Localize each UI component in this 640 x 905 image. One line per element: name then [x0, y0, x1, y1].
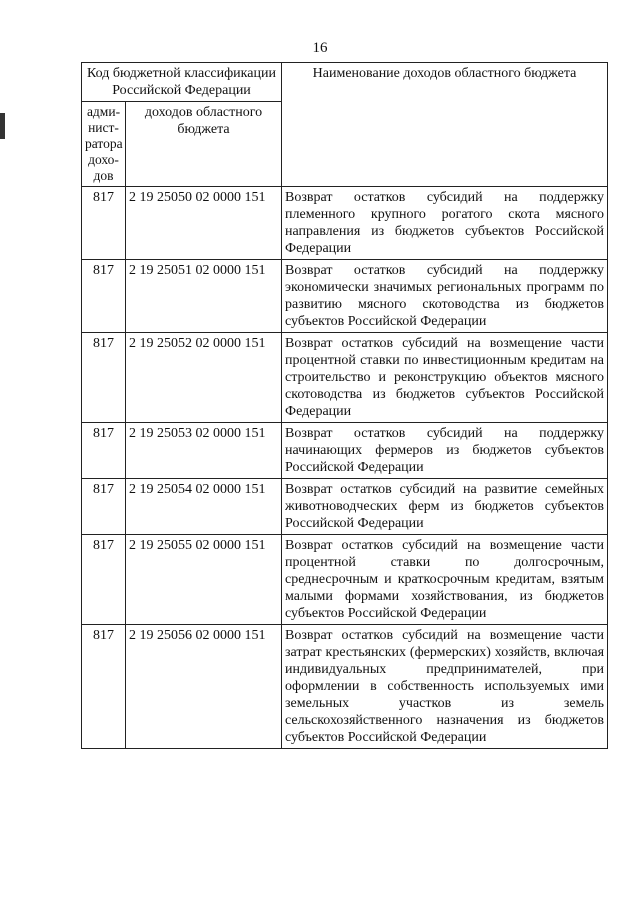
header-name-column: Наименование доходов областного бюджета	[282, 63, 608, 187]
income-name-cell: Возврат остатков субсидий на возмещение части затрат крестьянских (фермерских) хозяйств, включая индивидуальных предпринимателей, при оформлении в собственность используемых ими земельных участков из земель сельскохозяйственного назначения из бюджетов субъектов Российской Федерации	[282, 625, 608, 749]
income-code-cell: 2 19 25051 02 0000 151	[126, 260, 282, 333]
table-row	[82, 479, 608, 535]
budget-classification-table	[81, 62, 608, 749]
income-code-cell: 2 19 25050 02 0000 151	[126, 187, 282, 260]
income-name-cell: Возврат остатков субсидий на возмещение части процентной ставки по долгосрочным, среднесрочным и краткосрочным кредитам, взятым малыми формами хозяйствования, из бюджетов субъектов Российской Федерации	[282, 535, 608, 625]
income-code-cell: 2 19 25056 02 0000 151	[126, 625, 282, 749]
income-name-cell: Возврат остатков субсидий на поддержку начинающих фермеров из бюджетов субъектов Российской Федерации	[282, 423, 608, 479]
table-row	[82, 260, 608, 333]
admin-code-cell: 817	[82, 625, 126, 749]
admin-code-cell: 817	[82, 333, 126, 423]
table-row	[82, 187, 608, 260]
header-income-column: доходов областного бюджета	[126, 102, 282, 187]
table-row	[82, 625, 608, 749]
income-name-cell: Возврат остатков субсидий на поддержку экономически значимых региональных программ по развитию мясного скотоводства из бюджетов субъектов Российской Федерации	[282, 260, 608, 333]
income-code-cell: 2 19 25055 02 0000 151	[126, 535, 282, 625]
table-row	[82, 423, 608, 479]
income-code-cell: 2 19 25054 02 0000 151	[126, 479, 282, 535]
income-name-cell: Возврат остатков субсидий на поддержку племенного крупного рогатого скота мясного направления из бюджетов субъектов Российской Федерации	[282, 187, 608, 260]
header-admin-column: адми-нист-ратора дохо-дов	[82, 102, 126, 187]
table-row	[82, 535, 608, 625]
scan-margin-mark	[0, 113, 5, 139]
income-code-cell: 2 19 25053 02 0000 151	[126, 423, 282, 479]
admin-code-cell: 817	[82, 423, 126, 479]
table-row	[82, 333, 608, 423]
admin-code-cell: 817	[82, 260, 126, 333]
admin-code-cell: 817	[82, 187, 126, 260]
header-code-group: Код бюджетной классификации Российской Федерации	[82, 63, 282, 102]
income-name-cell: Возврат остатков субсидий на возмещение части процентной ставки по инвестиционным кредитам на строительство и реконструкцию объектов мясного скотоводства из бюджетов субъектов Российской Федерации	[282, 333, 608, 423]
admin-code-cell: 817	[82, 535, 126, 625]
admin-code-cell: 817	[82, 479, 126, 535]
page-number: 16	[312, 40, 328, 56]
income-code-cell: 2 19 25052 02 0000 151	[126, 333, 282, 423]
table-body	[82, 187, 608, 749]
header-row-top	[82, 63, 608, 102]
income-name-cell: Возврат остатков субсидий на развитие семейных животноводческих ферм из бюджетов субъектов Российской Федерации	[282, 479, 608, 535]
